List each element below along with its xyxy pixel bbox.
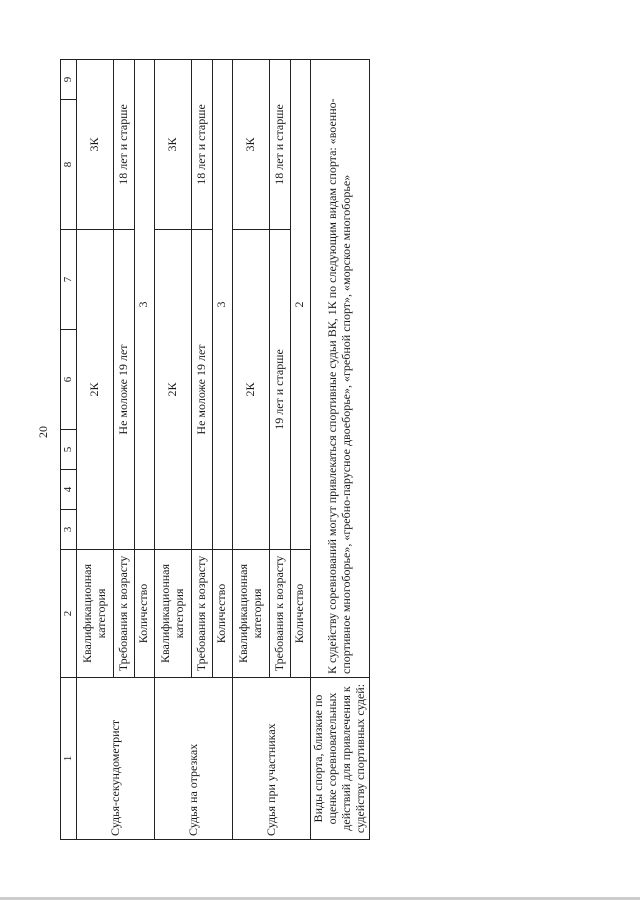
age-value-a: 19 лет и старше xyxy=(270,230,290,550)
col-header: 4 xyxy=(61,470,77,510)
count-value: 3 xyxy=(212,60,232,550)
qual-value-a: 2К xyxy=(77,230,114,550)
page-number: 20 xyxy=(36,426,50,438)
col-header: 9 xyxy=(61,60,77,100)
age-value-a: Не моложе 19 лет xyxy=(114,230,134,550)
age-label: Требования к возрасту xyxy=(114,550,134,678)
qual-value-b: 3К xyxy=(154,60,191,230)
judge-name: Судья при участниках xyxy=(232,678,310,840)
age-label: Требования к возрасту xyxy=(270,550,290,678)
age-value-b: 18 лет и старше xyxy=(192,60,212,230)
col-header: 5 xyxy=(61,430,77,470)
qual-label: Квалификационная категория xyxy=(77,550,114,678)
count-label: Количество xyxy=(212,550,232,678)
col-header: 7 xyxy=(61,230,77,330)
col-header: 3 xyxy=(61,510,77,550)
count-label: Количество xyxy=(134,550,154,678)
qual-value-b: 3К xyxy=(77,60,114,230)
count-value: 2 xyxy=(290,60,310,550)
col-header: 8 xyxy=(61,100,77,230)
col-header: 1 xyxy=(61,678,77,840)
qual-value-a: 2К xyxy=(232,230,269,550)
age-value-b: 18 лет и старше xyxy=(114,60,134,230)
age-value-b: 18 лет и старше xyxy=(270,60,290,230)
age-label: Требования к возрасту xyxy=(192,550,212,678)
footer-text: К судейству соревнований могут привлекаться спортивные судьи ВК, 1К по следующим видам спорта: «военно-спортивное многоборье», «гребно-парусное двоеборье», «гребной спорт», «морское многоборье» xyxy=(311,60,370,678)
qual-label: Квалификационная категория xyxy=(232,550,269,678)
qual-value-b: 3К xyxy=(232,60,269,230)
count-label: Количество xyxy=(290,550,310,678)
count-value: 3 xyxy=(134,60,154,550)
table-row xyxy=(232,60,269,840)
judge-name: Судья-секундометрист xyxy=(77,678,155,840)
table-row xyxy=(154,60,191,840)
header-row xyxy=(61,60,77,840)
age-value-a: Не моложе 19 лет xyxy=(192,230,212,550)
judge-name: Судья на отрезках xyxy=(154,678,232,840)
qual-label: Квалификационная категория xyxy=(154,550,191,678)
table-row xyxy=(77,60,114,840)
rotated-table-wrapper xyxy=(60,60,370,840)
judges-table xyxy=(60,59,370,840)
qual-value-a: 2К xyxy=(154,230,191,550)
col-header: 6 xyxy=(61,330,77,430)
footer-row xyxy=(311,60,370,840)
footer-label: Виды спорта, близкие по оценке соревновательных действий для привлечения к судейству спортивных судей: xyxy=(311,678,370,840)
col-header: 2 xyxy=(61,550,77,678)
